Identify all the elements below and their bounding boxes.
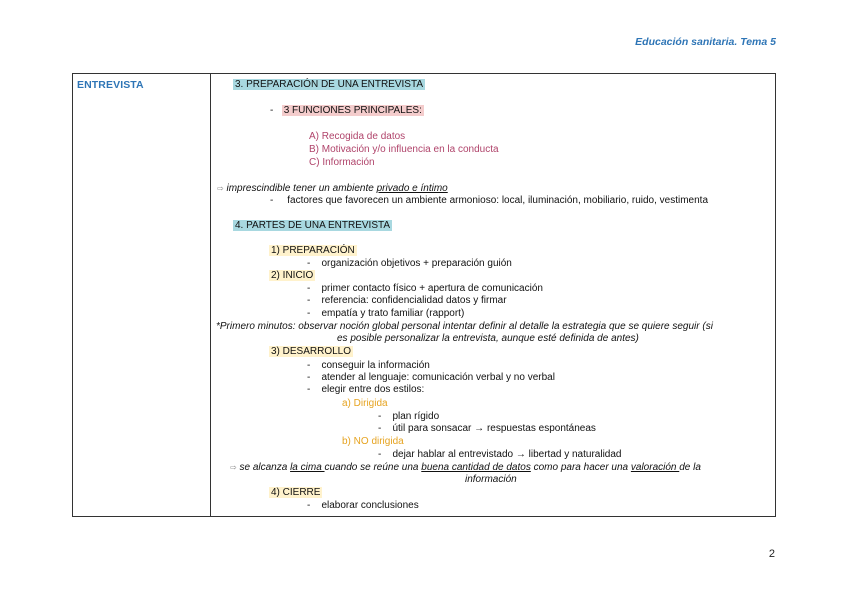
topic-label: ENTREVISTA: [77, 79, 144, 91]
inicio-item: - empatía y trato familiar (rapport): [307, 308, 465, 319]
header-title: Educación sanitaria. Tema 5: [635, 36, 776, 48]
inicio-item: - referencia: confidencialidad datos y firmar: [307, 295, 507, 306]
dirigida-item: - plan rígido: [378, 411, 440, 422]
function-item-a: A) Recogida de datos: [309, 131, 406, 142]
cierre-item: - elaborar conclusiones: [307, 500, 419, 511]
section-3-heading: 3. PREPARACIÓN DE UNA ENTREVISTA: [235, 79, 424, 90]
section-4-heading: 4. PARTES DE UNA ENTREVISTA: [235, 220, 391, 231]
desarrollo-item: - elegir entre dos estilos:: [307, 384, 425, 395]
content-table: [72, 73, 776, 517]
part-preparacion-heading: 1) PREPARACIÓN: [271, 245, 355, 256]
desarrollo-item: - conseguir la información: [307, 360, 430, 371]
desarrollo-item: - atender al lenguaje: comunicación verbal y no verbal: [307, 372, 555, 383]
note-ambiente: ⇨ imprescindible tener un ambiente privado e íntimo: [217, 183, 448, 194]
column-divider: [210, 74, 211, 516]
function-item-b: B) Motivación y/o influencia en la conducta: [309, 144, 499, 155]
functions-subheading: - 3 FUNCIONES PRINCIPALES:: [270, 105, 422, 116]
factores-item: - factores que favorecen un ambiente armonioso: local, iluminación, mobiliario, ruido, vestimenta: [270, 195, 709, 206]
preparacion-item: - organización objetivos + preparación guión: [307, 258, 512, 269]
page-number: 2: [768, 548, 775, 560]
style-dirigida-heading: a) Dirigida: [342, 398, 388, 409]
note-cima-line2: información: [465, 474, 517, 485]
part-cierre-heading: 4) CIERRE: [271, 487, 321, 498]
dirigida-item: - útil para sonsacar → respuestas espontáneas: [378, 423, 596, 434]
part-inicio-heading: 2) INICIO: [271, 270, 314, 281]
part-desarrollo-heading: 3) DESARROLLO: [271, 346, 352, 357]
style-no-dirigida-heading: b) NO dirigida: [342, 436, 404, 447]
note-cima-line1: ⇨ se alcanza la cima cuando se reúne una buena cantidad de datos como para hacer una valoración de la: [230, 462, 701, 473]
note-primeros-minutos-line2: es posible personalizar la entrevista, aunque esté definida de antes): [337, 333, 639, 344]
inicio-item: - primer contacto físico + apertura de comunicación: [307, 283, 543, 294]
no-dirigida-item: - dejar hablar al entrevistado → libertad y naturalidad: [378, 449, 622, 460]
function-item-c: C) Información: [309, 157, 375, 168]
note-primeros-minutos-line1: *Primero minutos: observar noción global personal intentar definir al detalle la estrategia que se quiere seguir (si: [216, 321, 713, 332]
